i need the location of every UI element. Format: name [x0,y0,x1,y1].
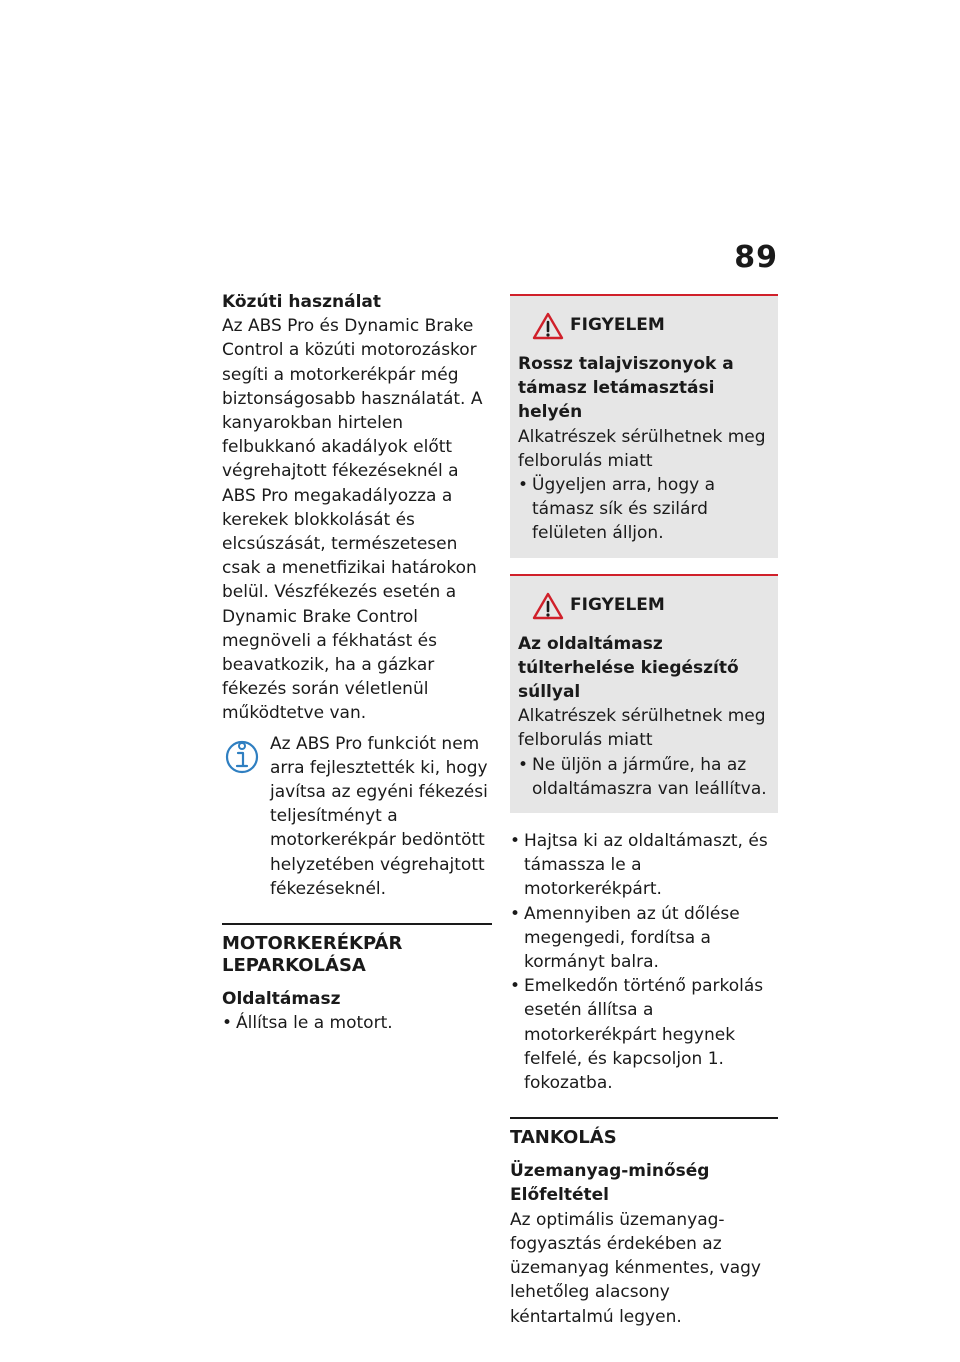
section-title-parking: MOTORKERÉKPÁR LEPARKOLÁSA [222,933,403,977]
warning-action: • Ügyeljen arra, hogy a támasz sík és szilárd felületen álljon. [518,473,770,546]
warning-triangle-icon [532,592,564,620]
sub-heading-side-stand: Oldaltámasz [222,989,341,1010]
section-title-refuelling: TANKOLÁS [510,1127,617,1149]
heading-road-use: Közúti használat [222,292,382,312]
warning-triangle-icon [532,312,564,340]
warning-box-2 [510,574,778,813]
warning-consequence: Alkatrészek sérülhetnek meg felborulás miatt [518,706,766,751]
para-abs-pro: Az ABS Pro és Dynamic Brake Control a közúti motorozáskor segíti a motorkerékpár még biztonságosabb használatát. A kanyarokban hirtelen felbukkanó akadályok előtt végrehajtott fékezéseknél a ABS Pro megakadályozza a kerekek blokkolását és elcsúszását, természetesen csak a menetfizikai határokon belül. Vészfékezés esetén a Dynamic Brake Control megnöveli a fékhatást és beavatkozik, ha a gázkar fékezés során véletlenül működtetve van. [222,316,483,724]
sub-heading-fuel-quality: Üzemanyag-minőség [510,1161,710,1182]
section-rule [510,1117,778,1119]
warning-header [518,310,770,346]
section-rule [222,923,492,925]
info-note [222,732,492,901]
warning-box-1 [510,294,778,558]
warning-action: • Ne üljön a járműre, ha az oldaltámaszra van leállítva. [518,753,770,801]
warning-title: FIGYELEM [570,315,665,335]
sub-heading-prerequisite: Előfeltétel [510,1185,610,1206]
note-text: Az ABS Pro funkciót nem arra fejlesztették ki, hogy javítsa az egyéni fékezési teljesítményt a motorkerékpár bedöntött helyzetében végrehajtott fékezéseknél. [270,733,488,899]
warning-title: FIGYELEM [570,594,665,615]
info-note-icon [222,735,262,775]
right-column [510,294,778,1329]
list-item: • Emelkedőn történő parkolás esetén állítsa a motorkerékpárt hegynek felfelé, és kapcsoljon 1. fokozatba. [510,974,778,1095]
list-item: • Hajtsa ki az oldaltámaszt, és támassza le a motorkerékpárt. [510,829,778,902]
warning-cause: Az oldaltámasz túlterhelése kiegészítő súllyal [518,633,739,703]
warning-cause: Rossz talajviszonyok a támasz letámasztási helyén [518,354,734,423]
list-item: • Amennyiben az út dőlése megengedi, fordítsa a kormányt balra. [510,902,778,975]
para-fuel: Az optimális üzemanyag-fogyasztás érdekében az üzemanyag kénmentes, vagy lehetőleg alacsony kéntartalmú legyen. [510,1209,761,1327]
warning-consequence: Alkatrészek sérülhetnek meg felborulás miatt [518,426,766,471]
warning-header [518,590,770,626]
page-number: 89 [734,240,778,275]
left-column [222,290,492,1035]
list-item: • Állítsa le a motort. [222,1011,492,1035]
